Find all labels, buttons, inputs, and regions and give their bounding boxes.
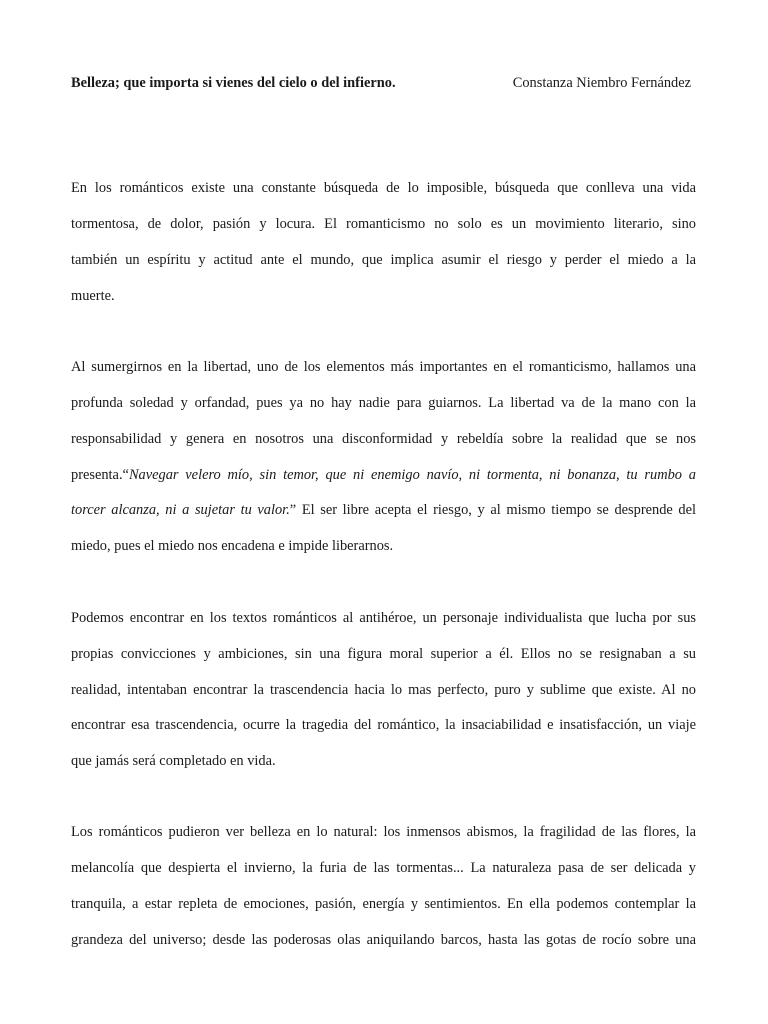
paragraph-2-line-4-start: presenta.“ xyxy=(71,467,129,483)
paragraph-2-line-6: miedo, pues el miedo nos encadena e impide liberarnos. xyxy=(71,538,394,554)
paragraph-3-line-4: encontrar esa trascendencia, ocurre la tragedia del romántico, la insaciabilidad e insatisfacción, un viaje xyxy=(71,717,696,733)
paragraph-2-line-4 xyxy=(71,465,696,485)
paragraph-2-line-5-end: ” El ser libre acepta el riesgo, y al mismo tiempo se desprende del xyxy=(289,502,696,518)
poem-quote-part-1: Navegar velero mío, sin temor, que ni enemigo navío, ni tormenta, ni bonanza, tu rumbo a xyxy=(128,467,696,483)
paragraph-4-line-3: tranquila, a estar repleta de emociones, pasión, energía y sentimientos. En ella podemos contemplar la xyxy=(71,896,696,912)
paragraph-1-line-4: muerte. xyxy=(71,288,115,304)
paragraph-4-line-2: melancolía que despierta el invierno, la furia de las tormentas... La naturaleza pasa de ser delicada y xyxy=(71,860,696,876)
paragraph-3-line-3: realidad, intentaban encontrar la trascendencia hacia lo mas perfecto, puro y sublime que existe. Al no xyxy=(71,682,696,698)
paragraph-1-line-3: también un espíritu y actitud ante el mundo, que implica asumir el riesgo y perder el miedo a la xyxy=(71,252,696,268)
author-name: Constanza Niembro Fernández xyxy=(512,75,691,91)
paragraph-2-line-5 xyxy=(71,500,696,520)
poem-quote-part-2: torcer alcanza, ni a sujetar tu valor. xyxy=(71,502,290,518)
paragraph-2-line-2: profunda soledad y orfandad, pues ya no hay nadie para guiarnos. La libertad va de la mano con la xyxy=(71,395,696,411)
paragraph-1-line-1: En los románticos existe una constante búsqueda de lo imposible, búsqueda que conlleva una vida xyxy=(71,180,696,196)
paragraph-3-line-2: propias convicciones y ambiciones, sin una figura moral superior a él. Ellos no se resignaban a su xyxy=(71,646,696,662)
paragraph-2-line-1: Al sumergirnos en la libertad, uno de los elementos más importantes en el romanticismo, hallamos una xyxy=(71,359,696,375)
paragraph-3-line-1: Podemos encontrar en los textos románticos al antihéroe, un personaje individualista que lucha por sus xyxy=(71,610,696,626)
paragraph-1-line-2: tormentosa, de dolor, pasión y locura. El romanticismo no solo es un movimiento literario, sino xyxy=(71,216,696,232)
paragraph-4-line-1: Los románticos pudieron ver belleza en lo natural: los inmensos abismos, la fragilidad de las flores, la xyxy=(71,824,696,840)
paragraph-3-line-5: que jamás será completado en vida. xyxy=(71,753,276,769)
paragraph-2-line-3: responsabilidad y genera en nosotros una disconformidad y rebeldía sobre la realidad que se nos xyxy=(71,431,696,447)
paragraph-4-line-4: grandeza del universo; desde las poderosas olas aniquilando barcos, hasta las gotas de rocío sobre una xyxy=(71,932,696,948)
essay-title: Belleza; que importa si vienes del cielo o del infierno. xyxy=(71,75,396,91)
